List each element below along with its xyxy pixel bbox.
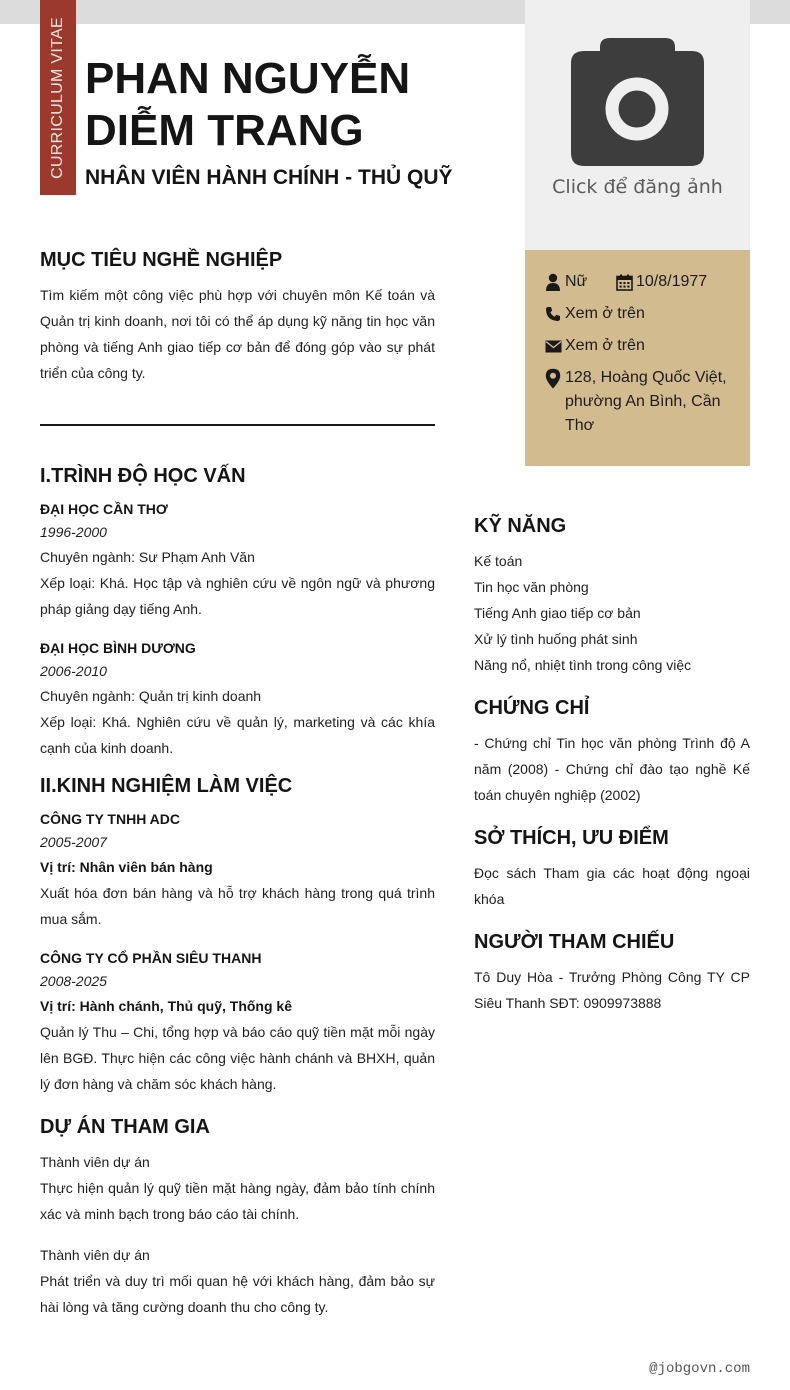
envelope-icon (545, 334, 565, 358)
photo-caption: Click để đăng ảnh (552, 176, 723, 198)
phone-value: Xem ở trên (565, 305, 645, 322)
photo-upload[interactable] (525, 0, 750, 250)
person-icon (545, 270, 565, 294)
projects-heading: DỰ ÁN THAM GIA (40, 1116, 210, 1138)
address-row (545, 366, 735, 438)
skill-item: Tiếng Anh giao tiếp cơ bản (474, 605, 641, 621)
phone-row (545, 302, 645, 326)
experience-desc: Quản lý Thu – Chi, tổng hợp và báo cáo quỹ tiền mặt mỗi ngày lên BGĐ. Thực hiện các công việc hành chánh và BHXH, quản lý đơn hàng và chăm sóc khách hàng. (40, 1024, 435, 1092)
gender-row (545, 270, 587, 294)
email-row (545, 334, 645, 358)
certificates-heading: CHỨNG CHỈ (474, 697, 590, 719)
project-role: Thành viên dự án (40, 1247, 150, 1263)
education-note: Xếp loại: Khá. Nghiên cứu về quản lý, marketing và các khía cạnh của kinh doanh. (40, 714, 435, 756)
certificates-text: - Chứng chỉ Tin học văn phòng Trình độ A năm (2008) - Chứng chỉ đào tạo nghề Kế toán chuyên nghiệp (2002) (474, 735, 750, 803)
skills-heading: KỸ NĂNG (474, 515, 567, 537)
gender-value: Nữ (565, 273, 588, 290)
hobbies-heading: SỞ THÍCH, ƯU ĐIỂM (474, 827, 669, 849)
project-desc: Thực hiện quản lý quỹ tiền mặt hàng ngày, đảm bảo tính chính xác và minh bạch trong báo cáo tài chính. (40, 1180, 435, 1222)
education-note: Xếp loại: Khá. Học tập và nghiên cứu về ngôn ngữ và phương pháp giảng dạy tiếng Anh. (40, 575, 435, 617)
references-text: Tô Duy Hòa - Trưởng Phòng Công TY CP Siêu Thanh SĐT: 0909973888 (474, 969, 750, 1011)
cv-label-tab (40, 0, 76, 195)
birthday-value: 10/8/1977 (636, 273, 708, 290)
objective-text: Tìm kiếm một công việc phù hợp với chuyên môn Kế toán và Quản trị kinh doanh, nơi tôi có thể áp dụng kỹ năng tin học văn phòng và tiếng Anh giao tiếp cơ bản để đóng góp vào sự phát triển của công ty. (40, 287, 435, 381)
contact-panel (525, 250, 750, 466)
section-divider (40, 424, 435, 426)
hobbies-text: Đọc sách Tham gia các hoạt động ngoại khóa (474, 865, 750, 907)
education-heading: I.TRÌNH ĐỘ HỌC VẤN (40, 465, 246, 487)
watermark: @jobgovn.com (649, 1361, 750, 1377)
skill-item: Xử lý tình huống phát sinh (474, 631, 638, 647)
skill-item: Kế toán (474, 553, 523, 569)
skill-item: Tin học văn phòng (474, 579, 589, 595)
experience-position: Vị trí: Nhân viên bán hàng (40, 859, 213, 875)
cv-label: CURRICULUM VITAE (49, 16, 66, 179)
education-major: Chuyên ngành: Quản trị kinh doanh (40, 688, 262, 704)
education-school: ĐẠI HỌC BÌNH DƯƠNG (40, 640, 196, 656)
name-line-2: DIỄM TRANG (85, 106, 364, 155)
phone-icon (545, 302, 565, 326)
calendar-icon (616, 270, 636, 294)
experience-years: 2005-2007 (40, 834, 107, 850)
camera-icon (570, 37, 705, 167)
experience-desc: Xuất hóa đơn bán hàng và hỗ trợ khách hàng trong quá trình mua sắm. (40, 885, 435, 927)
birthday-row (616, 270, 707, 294)
candidate-name (85, 53, 515, 157)
education-years: 1996-2000 (40, 524, 107, 540)
experience-heading: II.KINH NGHIỆM LÀM VIỆC (40, 775, 293, 797)
name-line-1: PHAN NGUYỄN (85, 54, 411, 103)
project-desc: Phát triển và duy trì mối quan hệ với khách hàng, đảm bảo sự hài lòng và tăng cường doanh thu cho công ty. (40, 1273, 435, 1315)
experience-company: CÔNG TY TNHH ADC (40, 811, 180, 827)
project-role: Thành viên dự án (40, 1154, 150, 1170)
job-title: NHÂN VIÊN HÀNH CHÍNH - THỦ QUỸ (85, 166, 453, 189)
map-pin-icon (545, 366, 565, 390)
experience-years: 2008-2025 (40, 973, 107, 989)
education-major: Chuyên ngành: Sư Phạm Anh Văn (40, 549, 255, 565)
experience-position: Vị trí: Hành chánh, Thủ quỹ, Thống kê (40, 998, 292, 1014)
objective-heading: MỤC TIÊU NGHỀ NGHIỆP (40, 249, 283, 271)
email-value: Xem ở trên (565, 337, 645, 354)
address-value: 128, Hoàng Quốc Việt, phường An Bình, Cần Thơ (565, 369, 727, 434)
education-school: ĐẠI HỌC CẦN THƠ (40, 501, 168, 517)
references-heading: NGƯỜI THAM CHIẾU (474, 931, 675, 953)
experience-company: CÔNG TY CỔ PHẦN SIÊU THANH (40, 950, 262, 966)
skill-item: Năng nổ, nhiệt tình trong công việc (474, 657, 692, 673)
education-years: 2006-2010 (40, 663, 107, 679)
